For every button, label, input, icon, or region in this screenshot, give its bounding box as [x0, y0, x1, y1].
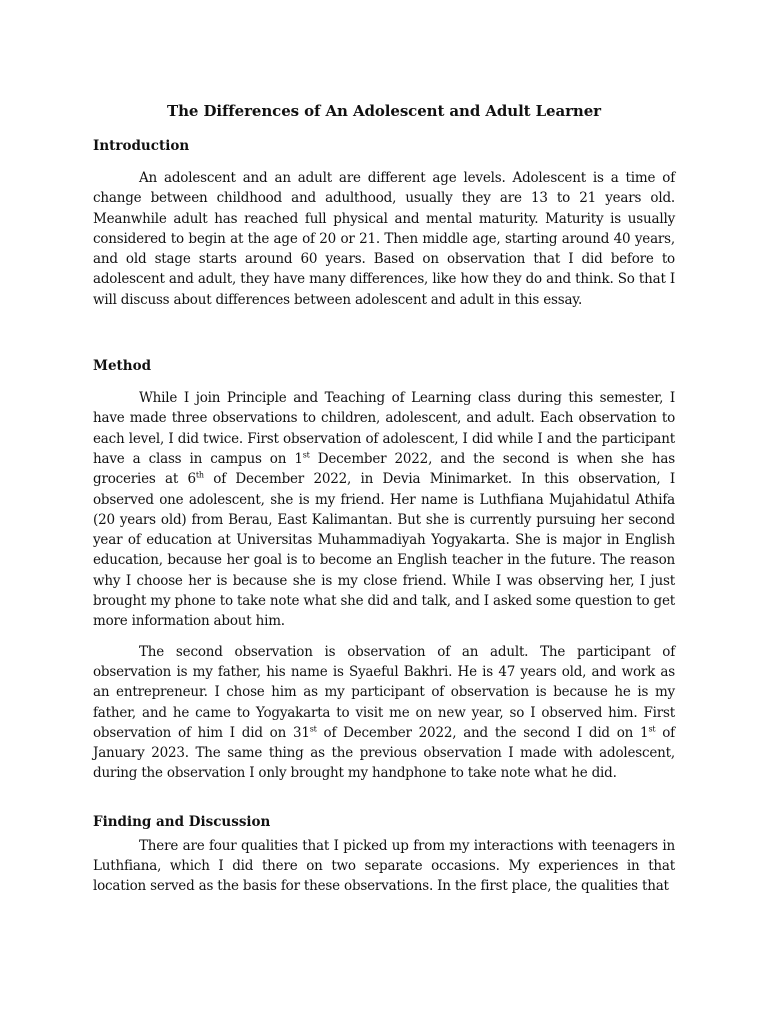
method-p1-text-b: December 2022, and the second is when she has groceries at 6 [93, 450, 676, 488]
method-p2-sup-2: st [648, 724, 656, 734]
method-p2-text-a: The second observation is observation of an adult. The participant of observation is my father, his name is Syaeful Bakhri. He is 47 years old, and work as an entrepreneur. I chose him as my participant of observation is because he is my father, and he came to Yogyakarta to visit me on new year, so I observed him. First observation of him I did on 31 [93, 643, 675, 741]
introduction-paragraph: An adolescent and an adult are different age levels. Adolescent is a time of change between childhood and adulthood, usually they are 13 to 21 years old. Meanwhile adult has reached full physical and mental maturity. Maturity is usually considered to begin at the age of 20 or 21. Then middle age, starting around 40 years, and old stage starts around 60 years. Based on observation that I did before to adolescent and adult, they have many differences, like how they do and think. So that I will discuss about differences between adolescent and adult in this essay. [93, 170, 675, 308]
section-heading-finding-discussion: Finding and Discussion [93, 813, 271, 830]
document-title: The Differences of An Adolescent and Adult Learner [167, 102, 601, 120]
method-paragraph-1 [93, 388, 675, 632]
method-p1-sup-1: st [302, 450, 310, 460]
method-p2-text-b: of December 2022, and the second I did on 1 [316, 724, 649, 741]
method-paragraph-2 [93, 642, 675, 784]
method-p1-text-c: of December 2022, in Devia Minimarket. In this observation, I observed one adolescent, she is my friend. Her name is Luthfiana Mujahidatul Athifa (20 years old) from Berau, East Kalimantan. But she is currently pursuing her second year of education at Universitas Muhammadiyah Yogyakarta. She is major in English education, because her goal is to become an English teacher in the future. The reason why I choose her is because she is my close friend. While I was observing her, I just brought my phone to take note what she did and talk, and I asked some question to get more information about him. [93, 471, 676, 630]
method-p1-text-a: While I join Principle and Teaching of Learning class during this semester, I have made three observations to children, adolescent, and adult. Each observation to each level, I did twice. First observation of adolescent, I did while I and the participant have a class in campus on 1 [93, 390, 675, 467]
method-p1-sup-2: th [195, 470, 204, 480]
section-spacer [93, 310, 675, 338]
finding-paragraph: There are four qualities that I picked up from my interactions with teenagers in Luthfiana, which I did there on two separate occasions. My experiences in that location served as the basis for these observations. In the first place, the qualities that [93, 837, 675, 895]
section-spacer [93, 784, 675, 812]
section-heading-method: Method [93, 358, 152, 375]
section-heading-introduction: Introduction [93, 138, 190, 154]
method-p2-sup-1: st [309, 724, 317, 734]
method-p2-text-c: of January 2023. The same thing as the previous observation I made with adolescent, during the observation I only brought my handphone to take note what he did. [93, 724, 675, 782]
paragraph-spacer [93, 632, 675, 642]
